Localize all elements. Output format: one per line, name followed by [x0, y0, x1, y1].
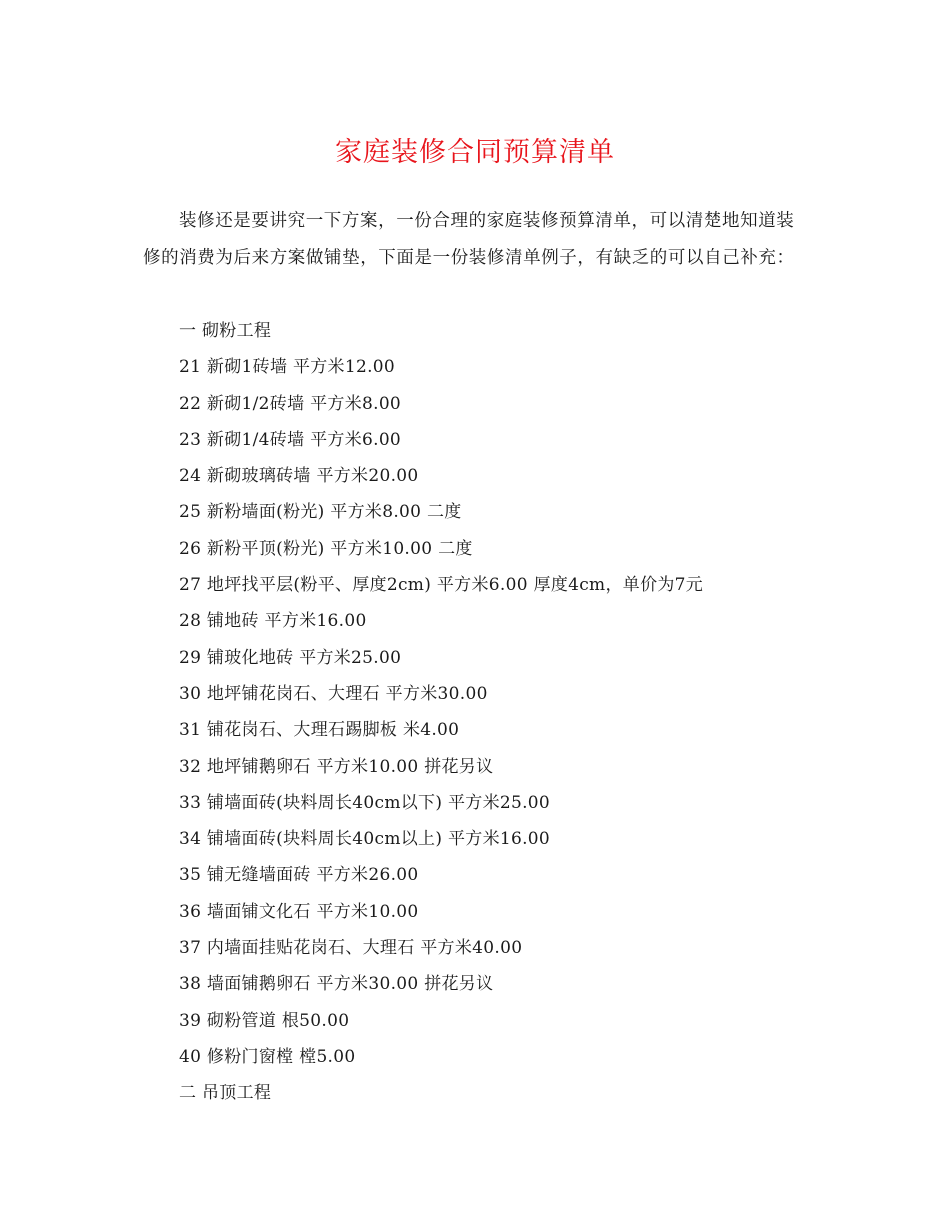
list-item: 29 铺玻化地砖 平方米25.00 [179, 647, 402, 668]
list-item: 21 新砌1砖墙 平方米12.00 [179, 357, 396, 378]
list-item: 31 铺花岗石、大理石踢脚板 米4.00 [179, 720, 460, 741]
list-item: 28 铺地砖 平方米16.00 [179, 611, 367, 632]
list-item: 24 新砌玻璃砖墙 平方米20.00 [179, 466, 419, 487]
list-item: 26 新粉平顶(粉光) 平方米10.00 二度 [179, 538, 473, 559]
list-item: 32 地坪铺鹅卵石 平方米10.00 拼花另议 [179, 756, 494, 777]
budget-list [179, 313, 819, 1112]
document-title: 家庭装修合同预算清单 [335, 137, 615, 168]
list-item: 33 铺墙面砖(块料周长40cm以下) 平方米25.00 [179, 792, 551, 813]
list-item: 36 墙面铺文化石 平方米10.00 [179, 901, 419, 922]
list-item: 38 墙面铺鹅卵石 平方米30.00 拼花另议 [179, 974, 494, 995]
intro-paragraph: 装修还是要讲究一下方案，一份合理的家庭装修预算清单，可以清楚地知道装修的消费为后来方案做铺垫，下面是一份装修清单例子，有缺乏的可以自己补充： [143, 211, 795, 268]
list-item: 40 修粉门窗樘 樘5.00 [179, 1046, 356, 1067]
section-heading: 二 吊顶工程 [179, 1083, 272, 1104]
list-item: 37 内墙面挂贴花岗石、大理石 平方米40.00 [179, 938, 523, 959]
list-item: 30 地坪铺花岗石、大理石 平方米30.00 [179, 683, 488, 704]
list-item: 35 铺无缝墙面砖 平方米26.00 [179, 865, 419, 886]
list-item: 23 新砌1/4砖墙 平方米6.00 [179, 429, 402, 450]
section-heading: 一 砌粉工程 [179, 321, 272, 341]
list-item: 34 铺墙面砖(块料周长40cm以上) 平方米16.00 [179, 829, 551, 850]
list-item: 25 新粉墙面(粉光) 平方米8.00 二度 [179, 502, 462, 523]
list-item: 22 新砌1/2砖墙 平方米8.00 [179, 393, 402, 414]
list-item: 27 地坪找平层(粉平、厚度2cm) 平方米6.00 厚度4cm，单价为7元 [179, 575, 704, 596]
list-item: 39 砌粉管道 根50.00 [179, 1010, 350, 1031]
